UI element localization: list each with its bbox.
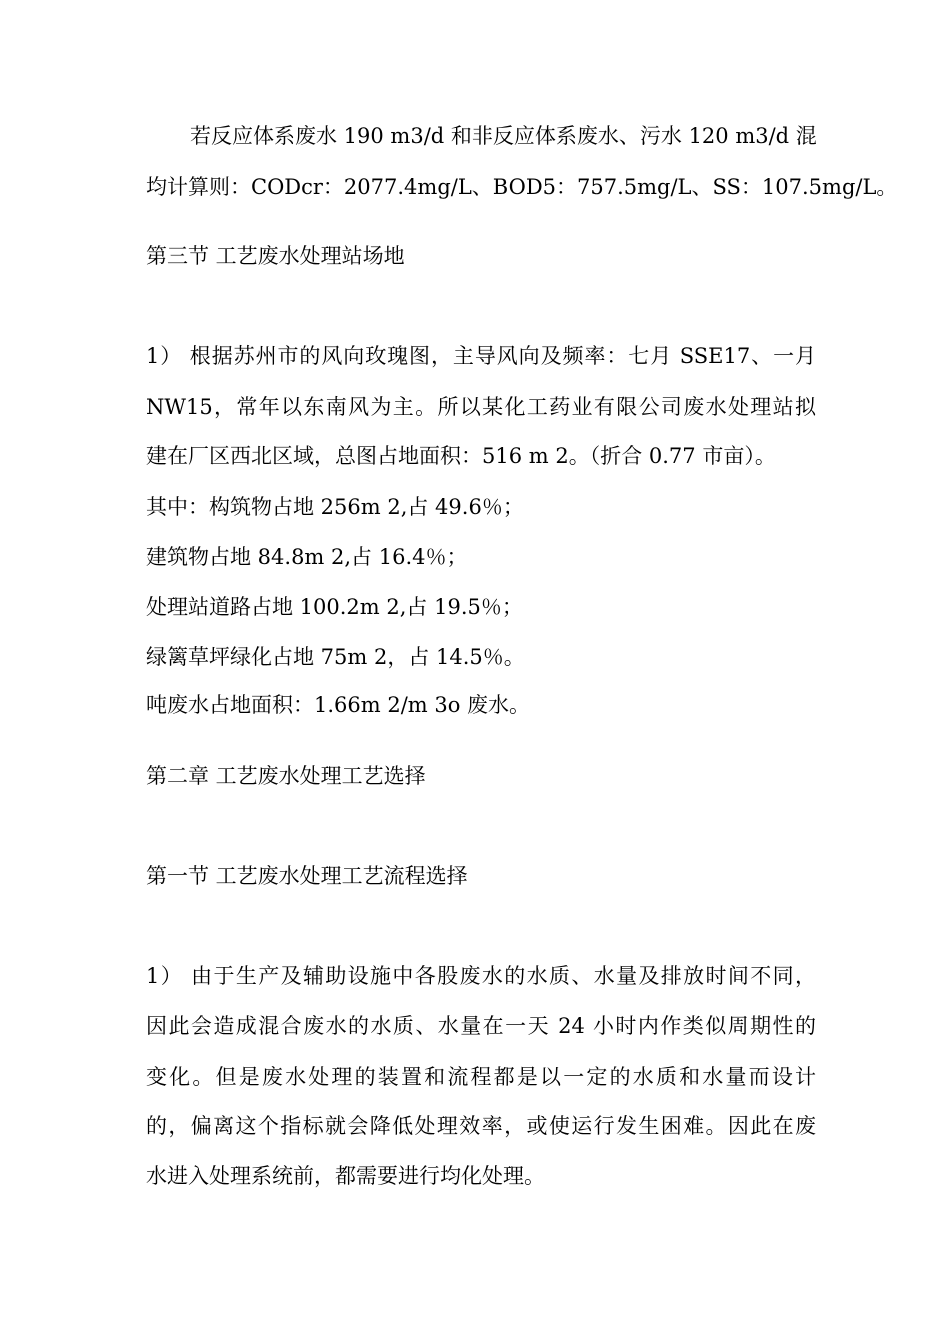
paragraph-3-line-5: 水进入处理系统前，都需要进行均化处理。 [146,1164,545,1188]
paragraph-3-line-3: 变化。但是废水处理的装置和流程都是以一定的水质和水量而设计 [146,1065,816,1089]
land-use-line: 建筑物占地 84.8m 2,占 16.4％； [146,545,468,569]
paragraph-3-line-2: 因此会造成混合废水的水质、水量在一天 24 小时内作类似周期性的 [146,1014,816,1038]
paragraph-3-line-1: 1） 由于生产及辅助设施中各股废水的水质、水量及排放时间不同， [146,964,816,988]
paragraph-2-line-2: NW15，常年以东南风为主。所以某化工药业有限公司废水处理站拟 [146,395,816,419]
paragraph-3-line-4: 的，偏离这个指标就会降低处理效率，或使运行发生困难。因此在废 [146,1114,816,1138]
land-use-line: 其中：构筑物占地 256m 2,占 49.6％； [146,495,524,519]
paragraph-1-line-1: 若反应体系废水 190 m3/d 和非反应体系废水、污水 120 m3/d 混 [190,124,817,148]
land-use-line: 处理站道路占地 100.2m 2,占 19.5％； [146,595,523,619]
section-1-heading: 第一节 工艺废水处理工艺流程选择 [146,864,468,888]
section-3-heading: 第三节 工艺废水处理站场地 [146,244,405,268]
paragraph-1-line-2: 均计算则：CODcr：2077.4mg/L、BOD5：757.5mg/L、SS：107.5mg/L。 [146,175,898,199]
chapter-2-heading: 第二章 工艺废水处理工艺选择 [146,764,426,788]
land-use-line: 绿篱草坪绿化占地 75m 2，占 14.5％。 [146,645,525,669]
paragraph-2-line-1: 1） 根据苏州市的风向玫瑰图，主导风向及频率：七月 SSE17、一月 [146,344,816,368]
land-use-line: 吨废水占地面积：1.66m 2/m 3o 废水。 [146,693,531,717]
paragraph-2-line-3: 建在厂区西北区域，总图占地面积：516 m 2。（折合 0.77 市亩）。 [146,444,776,468]
